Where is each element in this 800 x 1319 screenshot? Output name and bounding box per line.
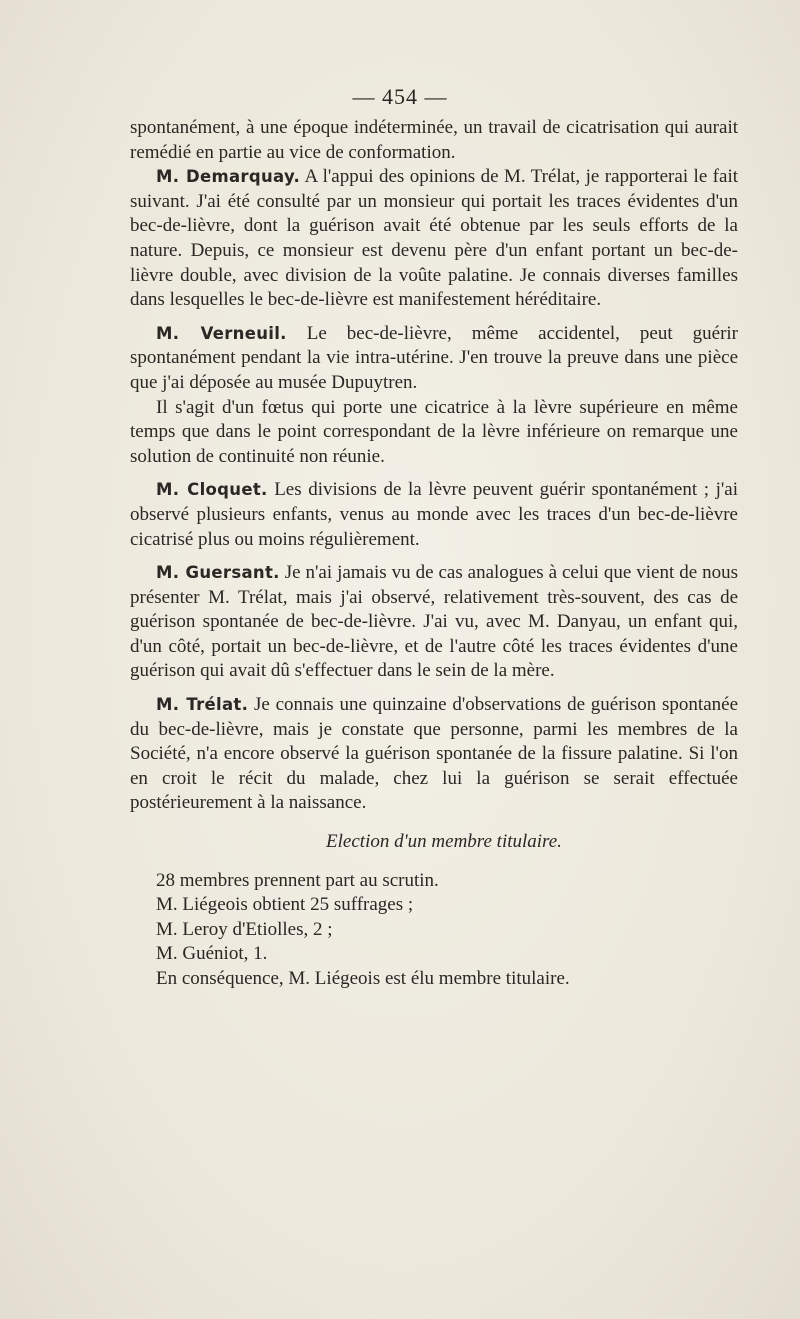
- paragraph-trelat: [130, 693, 738, 816]
- paragraph-text: Les divisions de la lèvre peuvent guérir spontanément ; j'ai observé plusieurs enfants, venus au monde avec les traces d'un bec-de-lièvre cicatrisé plus ou moins régulièrement.: [130, 479, 738, 550]
- paragraph-text: Je n'ai jamais vu de cas analogues à celui que vient de nous présenter M. Trélat, mais j'ai observé, relativement très-souvent, des cas de guérison spontanée de bec-de-lièvre. J'ai vu, avec M. Danyau, un enfant qui, d'un côté, portait un bec-de-lièvre, et de l'autre côté les traces évidentes d'une guérison qui avait dû s'effectuer dans le sein de la mère.: [130, 562, 738, 682]
- paragraph-demarquay: [130, 165, 738, 313]
- paragraph-text: Le bec-de-lièvre, même accidentel, peut guérir spontanément pendant la vie intra-utérine. J'en trouve la preuve dans une pièce que j'ai déposée au musée Dupuytren.: [130, 322, 738, 393]
- paragraph-cloquet: [130, 478, 738, 552]
- election-results: [130, 869, 738, 992]
- paragraph-text: spontanément, à une époque indéterminée, un travail de cicatrisation qui aurait remédié en partie au vice de conformation.: [130, 117, 738, 163]
- paragraph-foetus: [130, 396, 738, 470]
- paragraph-verneuil: [130, 322, 738, 396]
- speaker-name: M. Trélat.: [156, 695, 249, 715]
- paragraph-guersant: [130, 561, 738, 684]
- paragraph-continuation: [130, 116, 738, 165]
- paragraph-text: A l'appui des opinions de M. Trélat, je rapporterai le fait suivant. J'ai été consulté par un monsieur qui portait les traces évidentes d'un bec-de-lièvre, dont la guérison avait été obtenue par les seuls efforts de la nature. Depuis, ce monsieur est devenu père d'un enfant portant un bec-de-lièvre double, avec division de la voûte palatine. Je connais diverses familles dans lesquelles le bec-de-lièvre est manifestement héréditaire.: [130, 166, 739, 311]
- speaker-name: M. Verneuil.: [156, 323, 287, 343]
- election-heading: Election d'un membre titulaire.: [326, 831, 562, 853]
- speaker-name: M. Cloquet.: [156, 480, 268, 500]
- body-text: [130, 116, 738, 992]
- election-line: 28 membres prennent part au scrutin.: [156, 869, 439, 891]
- election-line: En conséquence, M. Liégeois est élu membre titulaire.: [156, 968, 570, 989]
- election-line: M. Leroy d'Etiolles, 2 ;: [156, 918, 333, 940]
- speaker-name: M. Demarquay.: [156, 167, 301, 187]
- election-line: M. Guéniot, 1.: [156, 943, 268, 965]
- speaker-name: M. Guersant.: [156, 563, 280, 583]
- paragraph-text: Il s'agit d'un fœtus qui porte une cicatrice à la lèvre supérieure en même temps que dans le point correspondant de la lèvre inférieure on remarque une solution de continuité non réunie.: [130, 396, 738, 467]
- election-line: M. Liégeois obtient 25 suffrages ;: [156, 894, 414, 916]
- paragraph-text: Je connais une quinzaine d'observations de guérison spontanée du bec-de-lièvre, mais je constate que personne, parmi les membres de la Société, n'a encore observé la guérison spontanée de la fissure palatine. Si l'on en croit le récit du malade, chez lui la guérison se serait effectuée postérieurement à la naissance.: [130, 694, 738, 814]
- page-number: — 454 —: [352, 84, 448, 109]
